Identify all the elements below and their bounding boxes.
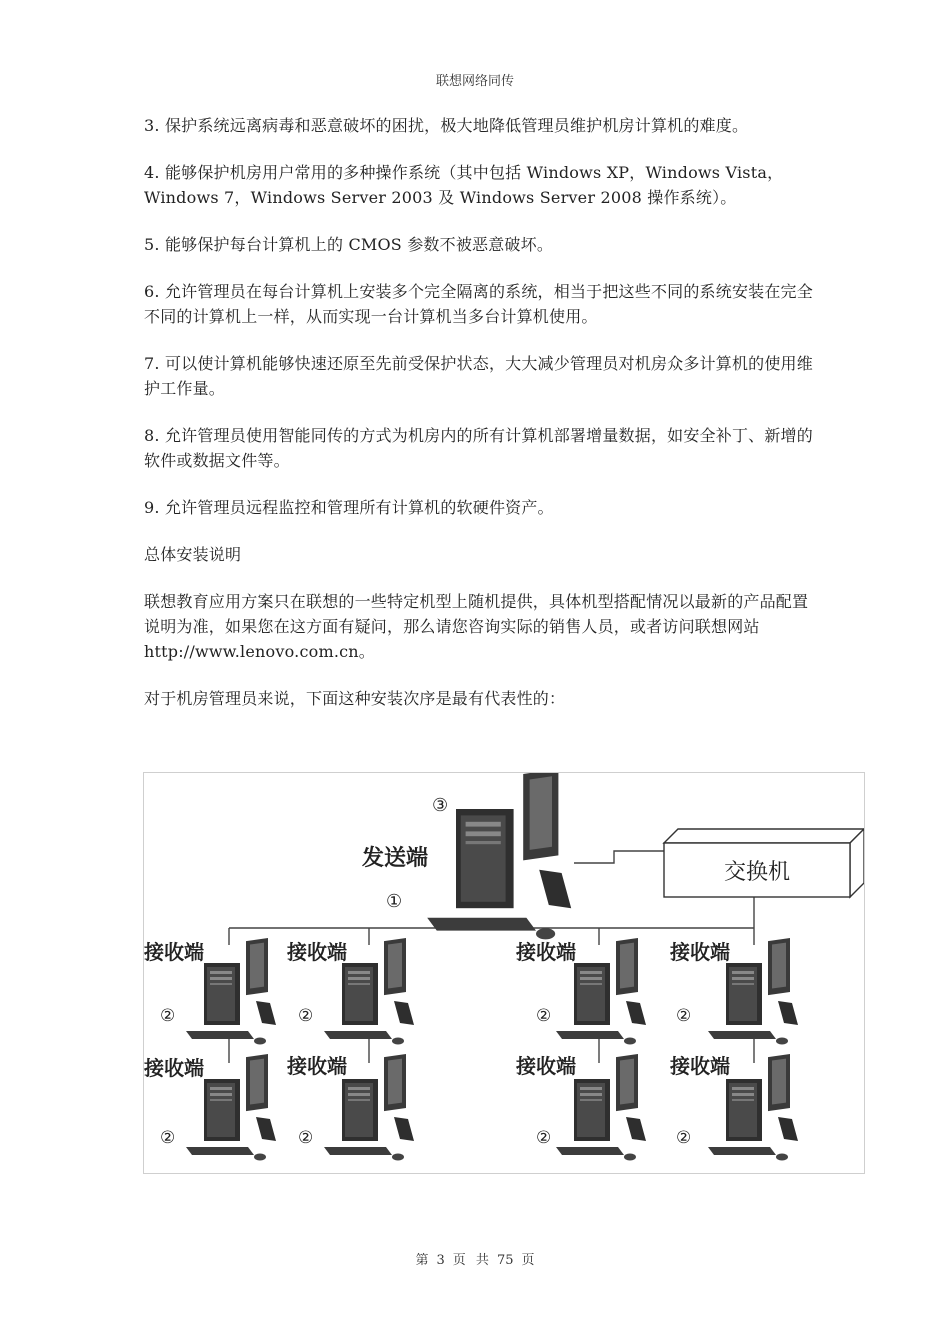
page-header: 联想网络同传 bbox=[435, 74, 514, 89]
marker-2: ② bbox=[160, 1006, 176, 1026]
marker-3: ③ bbox=[432, 795, 449, 816]
switch-label: 交换机 bbox=[723, 860, 791, 885]
switch-box bbox=[664, 829, 864, 897]
paragraph-install-note: 联想教育应用方案只在联想的一些特定机型上随机提供，具体机型搭配情况以最新的产品配置说明为准，如果您在这方面有疑问，那么请您咨询实际的销售人员，或者访问联想网站 http://www.lenovo.com.cn。 bbox=[144, 592, 809, 661]
receiver-label: 接收端 bbox=[516, 940, 576, 964]
footer-suffix: 页 bbox=[521, 1253, 535, 1268]
document-body bbox=[144, 113, 814, 733]
receiver-7 bbox=[515, 1054, 646, 1161]
paragraph-5: 5. 能够保护每台计算机上的 CMOS 参数不被恶意破坏。 bbox=[144, 235, 554, 254]
footer-middle: 页 共 bbox=[452, 1253, 489, 1268]
marker-2: ② bbox=[160, 1128, 176, 1148]
marker-2: ② bbox=[298, 1128, 314, 1148]
footer-prefix: 第 bbox=[415, 1253, 429, 1268]
receiver-4 bbox=[669, 938, 798, 1044]
marker-2: ② bbox=[536, 1128, 552, 1148]
receiver-label: 接收端 bbox=[670, 1054, 730, 1078]
receiver-8 bbox=[669, 1054, 798, 1161]
section-heading: 总体安装说明 bbox=[144, 545, 242, 564]
page-number: 3 bbox=[436, 1253, 445, 1268]
receiver-label: 接收端 bbox=[516, 1054, 576, 1078]
receiver-6 bbox=[286, 1054, 414, 1161]
receiver-label: 接收端 bbox=[287, 940, 347, 964]
network-diagram bbox=[143, 772, 865, 1174]
sender-label: 发送端 bbox=[362, 846, 429, 871]
sender-computer bbox=[362, 773, 571, 939]
page-footer bbox=[0, 1249, 950, 1268]
marker-2: ② bbox=[676, 1006, 692, 1026]
paragraph-4: 4. 能够保护机房用户常用的多种操作系统（其中包括 Windows XP，Windows Vista，Windows 7，Windows Server 2003 及 Windows Server 2008 操作系统）。 bbox=[144, 163, 784, 207]
paragraph-6: 6. 允许管理员在每台计算机上安装多个完全隔离的系统，相当于把这些不同的系统安装在完全不同的计算机上一样，从而实现一台计算机当多台计算机使用。 bbox=[144, 282, 813, 326]
receiver-label: 接收端 bbox=[144, 940, 204, 964]
paragraph-8: 8. 允许管理员使用智能同传的方式为机房内的所有计算机部署增量数据，如安全补丁、新增的软件或数据文件等。 bbox=[144, 426, 813, 470]
paragraph-9: 9. 允许管理员远程监控和管理所有计算机的软硬件资产。 bbox=[144, 498, 554, 517]
paragraph-7: 7. 可以使计算机能够快速还原至先前受保护状态，大大减少管理员对机房众多计算机的使用维护工作量。 bbox=[144, 354, 813, 398]
receiver-label: 接收端 bbox=[287, 1054, 347, 1078]
receiver-2 bbox=[286, 938, 414, 1044]
page-total: 75 bbox=[496, 1253, 514, 1268]
paragraph-3: 3. 保护系统远离病毒和恶意破坏的困扰，极大地降低管理员维护机房计算机的难度。 bbox=[144, 116, 749, 135]
receiver-label: 接收端 bbox=[144, 1056, 204, 1080]
paragraph-install-order: 对于机房管理员来说，下面这种安装次序是最有代表性的： bbox=[144, 689, 566, 708]
marker-1: ① bbox=[386, 891, 403, 912]
receiver-5 bbox=[144, 1054, 276, 1160]
receiver-1 bbox=[144, 938, 276, 1044]
marker-2: ② bbox=[536, 1006, 552, 1026]
marker-2: ② bbox=[298, 1006, 314, 1026]
receiver-label: 接收端 bbox=[670, 940, 730, 964]
marker-2: ② bbox=[676, 1128, 692, 1148]
receiver-3 bbox=[515, 938, 646, 1044]
